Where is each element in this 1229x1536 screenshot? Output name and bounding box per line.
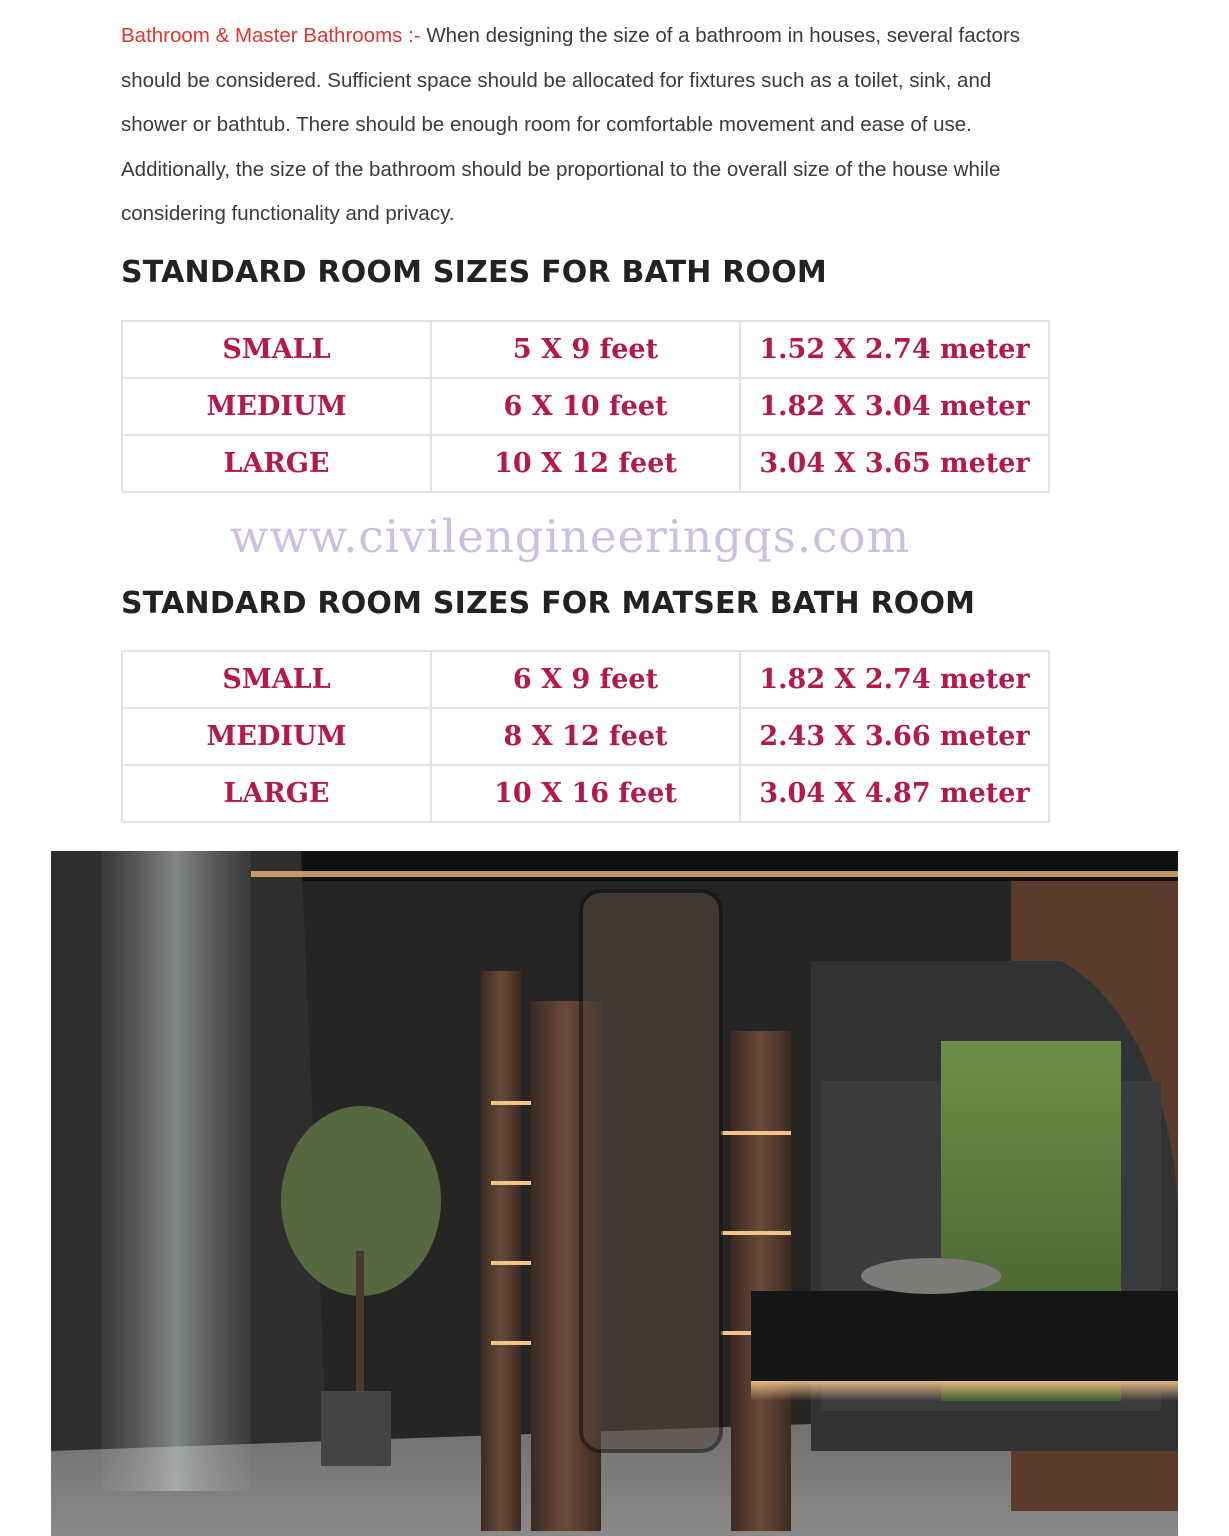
feet-cell: 10 X 16 feet (431, 765, 740, 822)
meter-cell: 3.04 X 3.65 meter (740, 435, 1049, 492)
meter-cell: 2.43 X 3.66 meter (740, 708, 1049, 765)
table-row (122, 435, 1049, 492)
intro-paragraph (121, 14, 1061, 237)
bathroom-sizes-heading: STANDARD ROOM SIZES FOR BATH ROOM (121, 255, 827, 290)
size-cell: LARGE (122, 765, 431, 822)
table-row (122, 651, 1049, 708)
master-bathroom-sizes-table (121, 650, 1050, 823)
feet-cell: 6 X 9 feet (431, 651, 740, 708)
table-row (122, 765, 1049, 822)
table-row (122, 321, 1049, 378)
website-watermark: www.civilengineeringqs.com (229, 510, 911, 563)
table-row (122, 378, 1049, 435)
intro-lead: Bathroom & Master Bathrooms :- (121, 24, 421, 47)
meter-cell: 1.52 X 2.74 meter (740, 321, 1049, 378)
intro-text: When designing the size of a bathroom in houses, several factors should be considered. Sufficient space should be allocated for fixtures such as a toilet, sink, and shower or bathtub. There should be enough room for comfortable movement and ease of use. Additionally, the size of the bathroom should be proportional to the overall size of the house while considering functionality and privacy. (121, 24, 1021, 225)
bathroom-interior-photo (51, 851, 1178, 1536)
meter-cell: 1.82 X 2.74 meter (740, 651, 1049, 708)
meter-cell: 3.04 X 4.87 meter (740, 765, 1049, 822)
feet-cell: 6 X 10 feet (431, 378, 740, 435)
size-cell: SMALL (122, 651, 431, 708)
meter-cell: 1.82 X 3.04 meter (740, 378, 1049, 435)
size-cell: SMALL (122, 321, 431, 378)
bathroom-sizes-table (121, 320, 1050, 493)
feet-cell: 8 X 12 feet (431, 708, 740, 765)
size-cell: MEDIUM (122, 708, 431, 765)
size-cell: LARGE (122, 435, 431, 492)
master-bathroom-sizes-heading: STANDARD ROOM SIZES FOR MATSER BATH ROOM (121, 586, 976, 621)
feet-cell: 10 X 12 feet (431, 435, 740, 492)
size-cell: MEDIUM (122, 378, 431, 435)
table-row (122, 708, 1049, 765)
feet-cell: 5 X 9 feet (431, 321, 740, 378)
